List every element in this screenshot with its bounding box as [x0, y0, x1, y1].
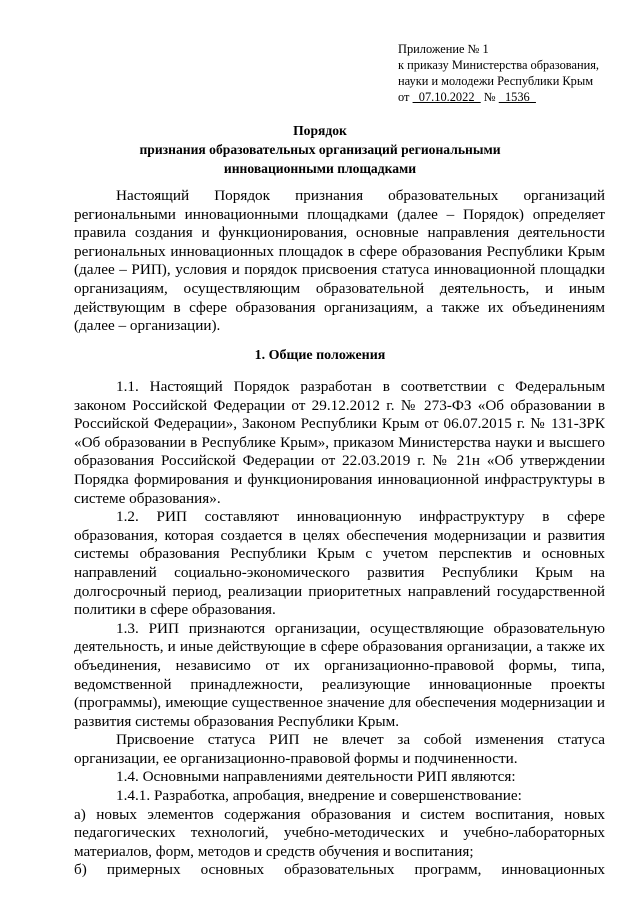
annex-number-label: № [483, 90, 496, 104]
intro-paragraph: Настоящий Порядок признания образовательных организаций региональными инновационными площадками (далее – Порядок) определяет правила создания и функционирования, основные направления деятельности региональных инновационных площадок в сфере образования Республики Крым (далее – РИП), условия и порядок присвоения статуса инновационной площадки организациям, осуществляющим образовательной деятельность, и иным действующим в сфере образования организациям, а также их объединениям (далее – организации). [74, 187, 605, 335]
paragraph-1-4: 1.4. Основными направлениями деятельности РИП являются: [116, 768, 516, 786]
title-line-1: Порядок [293, 123, 347, 138]
list-item-b: б) примерных основных образовательных программ, инновационных [74, 861, 605, 879]
annex-date-line [398, 89, 634, 105]
section-number: 1. [254, 348, 266, 363]
section-heading [0, 347, 640, 365]
annex-date: 07.10.2022 [412, 90, 481, 104]
paragraph-1-2: 1.2. РИП составляют инновационную инфраструктуру в сфере образования, которая создается в целях обеспечения модернизации и развития системы образования Республики Крым с учетом перспектив и основных направлений социально-экономического развития Республики Крым на долгосрочный период, реализации приоритетных направлений государственной политики в сфере образования. [74, 508, 605, 619]
list-item-a: а) новых элементов содержания образования и систем воспитания, новых педагогических технологий, учебно-методических и учебно-лабораторных материалов, форм, методов и средств обучения и воспитания; [74, 805, 605, 860]
document-title [0, 121, 640, 178]
section-title: Общие положения [268, 348, 386, 363]
paragraph-status: Присвоение статуса РИП не влечет за собой изменения статуса организации, ее организационно-правовой формы и подчиненности. [74, 731, 605, 767]
annex-number: 1536 [498, 90, 536, 104]
paragraph-1-1: 1.1. Настоящий Порядок разработан в соответствии с Федеральным законом Российской Федерации от 29.12.2012 г. № 273-ФЗ «Об образовании в Российской Федерации», Законом Республики Крым от 06.07.2015 г. № 131-ЗРК «Об образовании в Республике Крым», приказом Министерства науки и высшего образования Российской Федерации от 22.03.2019 г. № 21н «Об утверждении Порядка формирования и функционирования инновационной инфраструктуры в системе образования». [74, 378, 605, 507]
annex-date-prefix: от [398, 90, 410, 104]
annex-order-line: к приказу Министерства образования, [398, 58, 600, 72]
annex-ministry-line: науки и молодежи Республики Крым [398, 74, 594, 88]
intro-block [74, 187, 605, 336]
paragraph-1-3: 1.3. РИП признаются организации, осуществляющие образовательную деятельность, и иные действующие в сфере образования организации, а также их объединения, независимо от их организационно-правовой формы, типа, ведомственной принадлежности, реализующие инновационные проекты (программы), имеющие существенное значение для обеспечения модернизации и развития системы образования Республики Крым. [74, 619, 605, 730]
annex-title: Приложение № 1 [398, 42, 489, 56]
section-body [74, 378, 605, 880]
title-line-3: инновационными площадками [223, 161, 417, 176]
paragraph-1-4-1: 1.4.1. Разработка, апробация, внедрение и совершенствование: [116, 787, 522, 805]
annex-header [398, 41, 634, 105]
title-line-2: признания образовательных организаций региональными [139, 142, 501, 157]
